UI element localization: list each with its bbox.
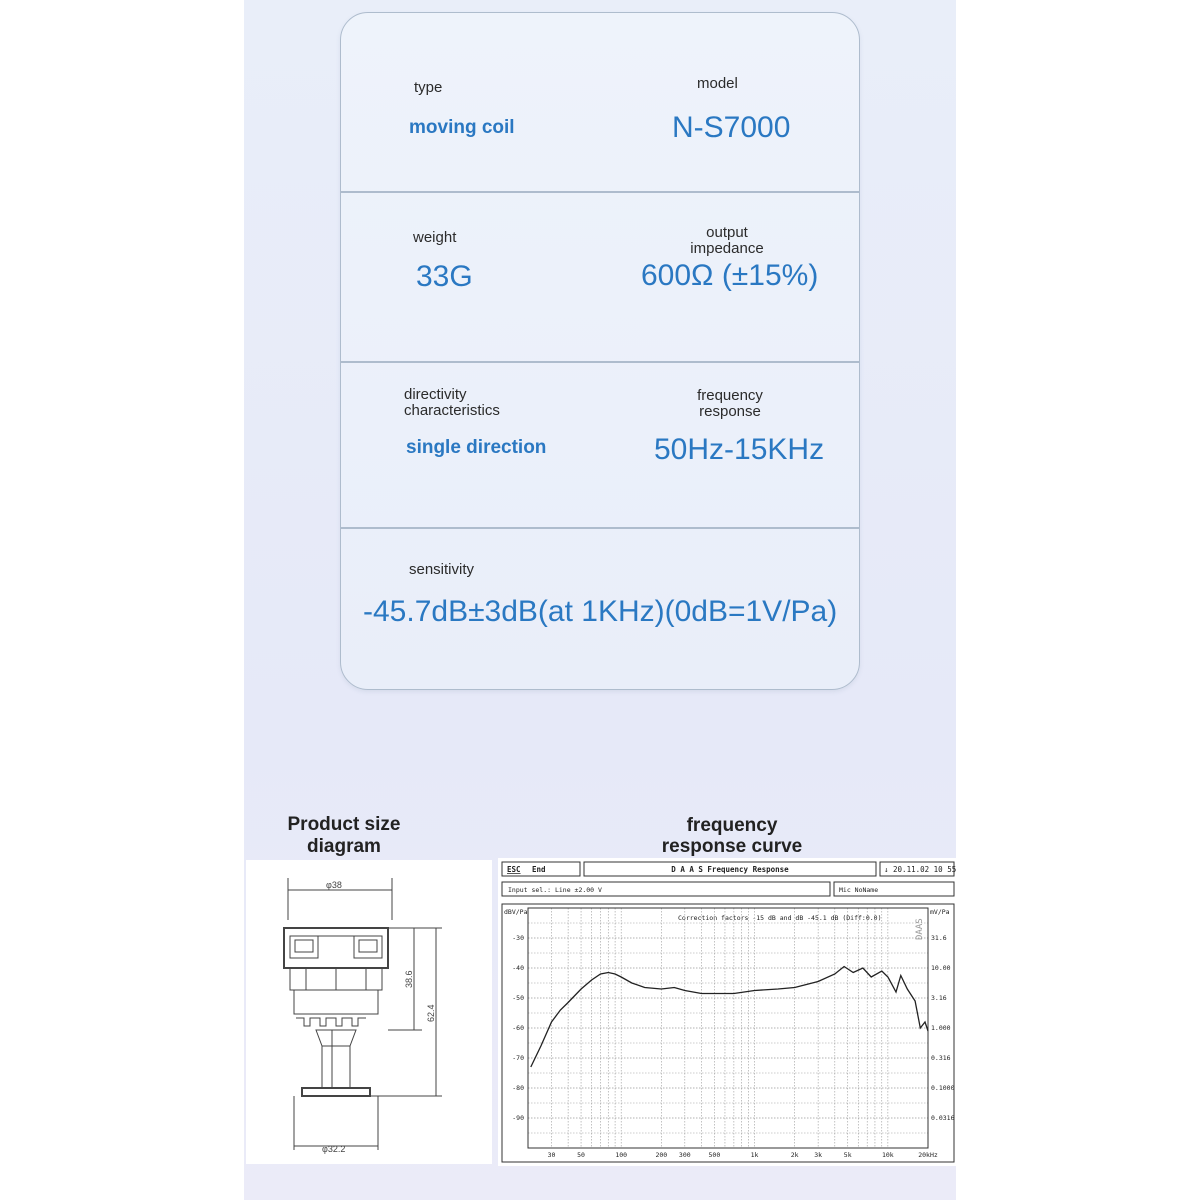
x-tick-label: 100	[615, 1151, 628, 1159]
response-curve-caption-line2: response curve	[661, 836, 803, 857]
y2-axis-ticks	[931, 934, 955, 1122]
y2-tick-label: 10.00	[931, 964, 951, 972]
x-tick-label: 5k	[843, 1151, 852, 1159]
dim-mid-label: 38.6	[404, 970, 414, 988]
row-divider	[341, 527, 859, 529]
response-curve-line	[531, 967, 928, 1068]
weight-value: 33G	[416, 260, 473, 293]
row-divider	[341, 361, 859, 363]
esc-key-label: ESC	[507, 865, 521, 874]
dim-bottom-label: φ32.2	[322, 1144, 346, 1154]
model-value: N-S7000	[672, 111, 791, 144]
x-axis-ticks	[548, 1151, 938, 1159]
frequency-response-panel	[498, 858, 956, 1166]
type-value: moving coil	[409, 117, 515, 138]
input-label: Input sel.: Line ±2.00 V	[508, 886, 602, 894]
directivity-label-line2: characteristics	[404, 402, 500, 419]
y-axis-ticks	[512, 934, 524, 1122]
left-unit-label: dBV/Pa	[504, 908, 528, 916]
directivity-value: single direction	[406, 437, 547, 458]
directivity-label-line1: directivity	[404, 386, 467, 403]
end-label: End	[532, 865, 546, 874]
chart-grid	[528, 908, 928, 1148]
sensitivity-label: sensitivity	[409, 561, 475, 578]
model-label: model	[697, 75, 738, 92]
x-tick-label: 3k	[814, 1151, 823, 1159]
x-tick-label: 20kHz	[918, 1151, 938, 1159]
frequency-label-line1: frequency	[697, 387, 763, 404]
row-divider	[341, 191, 859, 193]
x-tick-label: 1k	[750, 1151, 759, 1159]
frequency-response-chart	[498, 858, 956, 1166]
y-tick-label: -60	[512, 1024, 524, 1032]
spec-card	[340, 12, 860, 690]
x-tick-label: 300	[678, 1151, 691, 1159]
x-tick-label: 10k	[881, 1151, 894, 1159]
date-label: ↓ 20.11.02 10 55	[884, 865, 956, 874]
y2-tick-label: 0.1000	[931, 1084, 955, 1092]
impedance-label-line2: impedance	[690, 240, 764, 257]
frequency-label-line2: response	[699, 403, 761, 420]
impedance-label-line1: output	[706, 224, 748, 241]
y-tick-label: -40	[512, 964, 524, 972]
y-tick-label: -80	[512, 1084, 524, 1092]
size-diagram-caption-line1: Product size	[287, 814, 401, 835]
mic-label: Mic NoName	[839, 886, 879, 894]
x-tick-label: 2k	[790, 1151, 799, 1159]
y-tick-label: -70	[512, 1054, 524, 1062]
size-diagram-drawing	[246, 860, 492, 1164]
y2-tick-label: 31.6	[931, 934, 947, 942]
size-diagram-panel	[246, 860, 492, 1164]
dim-top-label: φ38	[326, 880, 342, 890]
impedance-value: 600Ω (±15%)	[641, 259, 819, 292]
right-unit-label: mV/Pa	[930, 908, 950, 916]
x-tick-label: 50	[577, 1151, 585, 1159]
sensitivity-value: -45.7dB±3dB(at 1KHz)(0dB=1V/Pa)	[363, 595, 838, 628]
correction-label: Correction factors -15 dB and dB -45.1 dB (Diff:0.0)	[678, 914, 882, 922]
daas-title: D A A S Frequency Response	[671, 865, 789, 874]
daas-watermark: DAAS	[915, 918, 925, 940]
dim-right-label: 62.4	[426, 1004, 436, 1022]
y2-tick-label: 0.316	[931, 1054, 951, 1062]
y2-tick-label: 1.000	[931, 1024, 951, 1032]
y-tick-label: -50	[512, 994, 524, 1002]
response-curve-caption-line1: frequency	[686, 815, 778, 836]
x-tick-label: 30	[547, 1151, 556, 1159]
x-tick-label: 500	[708, 1151, 721, 1159]
weight-label: weight	[413, 229, 457, 246]
y-tick-label: -30	[512, 934, 524, 942]
y-tick-label: -90	[512, 1114, 524, 1122]
y2-tick-label: 3.16	[931, 994, 947, 1002]
frequency-value: 50Hz-15KHz	[654, 433, 825, 466]
size-diagram-caption-line2: diagram	[307, 836, 381, 857]
x-tick-label: 200	[655, 1151, 668, 1159]
y2-tick-label: 0.0316	[931, 1114, 955, 1122]
type-label: type	[414, 79, 443, 96]
